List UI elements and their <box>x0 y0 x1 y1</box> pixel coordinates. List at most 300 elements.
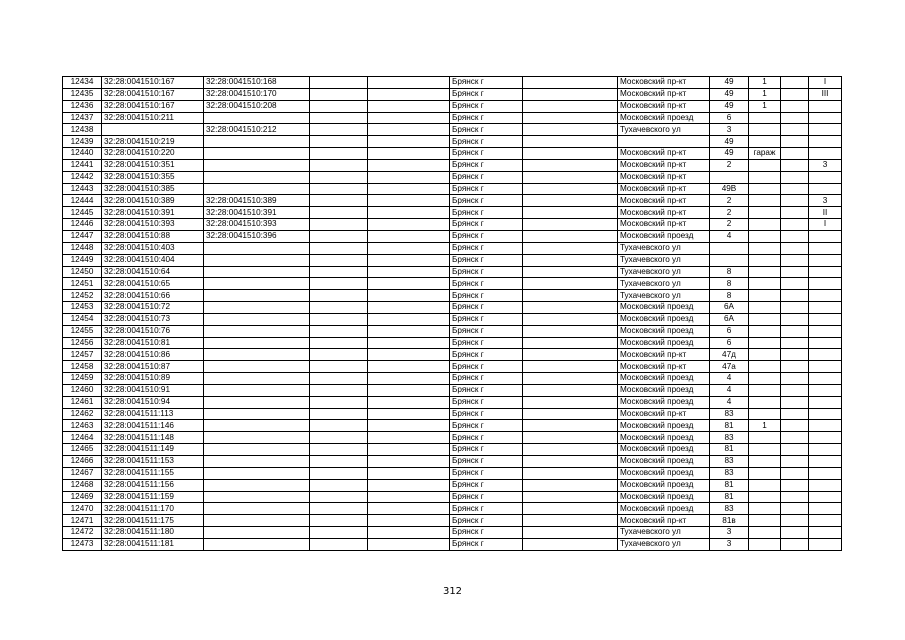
room-cell <box>809 171 842 183</box>
col-5-cell <box>368 219 450 231</box>
col-5-cell <box>368 148 450 160</box>
house-number-cell: 3 <box>710 527 749 539</box>
col-7-cell <box>523 112 618 124</box>
col-7-cell <box>523 479 618 491</box>
col-4-cell <box>310 420 368 432</box>
col-11-cell <box>781 515 809 527</box>
parent-cadastral-number-cell <box>204 373 310 385</box>
table-row <box>63 479 842 491</box>
col-11-cell <box>781 444 809 456</box>
room-cell <box>809 432 842 444</box>
building-cell: 1 <box>749 100 781 112</box>
building-cell <box>749 396 781 408</box>
house-number-cell <box>710 254 749 266</box>
col-4-cell <box>310 254 368 266</box>
house-number-cell: 3 <box>710 124 749 136</box>
cadastral-number-cell: 32:28:0041510:389 <box>102 195 204 207</box>
col-11-cell <box>781 112 809 124</box>
room-cell <box>809 183 842 195</box>
house-number-cell: 4 <box>710 384 749 396</box>
cadastral-number-cell: 32:28:0041510:167 <box>102 100 204 112</box>
col-11-cell <box>781 171 809 183</box>
table-row <box>63 408 842 420</box>
col-11-cell <box>781 408 809 420</box>
col-11-cell <box>781 124 809 136</box>
room-cell <box>809 302 842 314</box>
col-4-cell <box>310 278 368 290</box>
parent-cadastral-number-cell <box>204 337 310 349</box>
building-cell: гараж <box>749 148 781 160</box>
parent-cadastral-number-cell <box>204 302 310 314</box>
table-row <box>63 420 842 432</box>
col-11-cell <box>781 479 809 491</box>
parent-cadastral-number-cell <box>204 148 310 160</box>
table-row <box>63 361 842 373</box>
city-cell: Брянск г <box>450 207 523 219</box>
building-cell <box>749 219 781 231</box>
street-cell: Московский пр-кт <box>618 77 710 89</box>
house-number-cell: 83 <box>710 467 749 479</box>
table-row <box>63 183 842 195</box>
row-number-cell: 12464 <box>63 432 102 444</box>
col-5-cell <box>368 527 450 539</box>
col-7-cell <box>523 538 618 550</box>
parent-cadastral-number-cell <box>204 384 310 396</box>
row-number-cell: 12434 <box>63 77 102 89</box>
row-number-cell: 12457 <box>63 349 102 361</box>
col-5-cell <box>368 420 450 432</box>
row-number-cell: 12467 <box>63 467 102 479</box>
row-number-cell: 12435 <box>63 88 102 100</box>
col-7-cell <box>523 503 618 515</box>
parent-cadastral-number-cell: 32:28:0041510:389 <box>204 195 310 207</box>
col-7-cell <box>523 361 618 373</box>
col-7-cell <box>523 171 618 183</box>
building-cell <box>749 230 781 242</box>
building-cell <box>749 171 781 183</box>
room-cell <box>809 515 842 527</box>
col-11-cell <box>781 456 809 468</box>
col-5-cell <box>368 88 450 100</box>
street-cell: Московский проезд <box>618 302 710 314</box>
col-5-cell <box>368 444 450 456</box>
row-number-cell: 12454 <box>63 313 102 325</box>
cadastral-number-cell: 32:28:0041510:219 <box>102 136 204 148</box>
col-5-cell <box>368 171 450 183</box>
parent-cadastral-number-cell: 32:28:0041510:168 <box>204 77 310 89</box>
table-row <box>63 396 842 408</box>
room-cell: 3 <box>809 159 842 171</box>
row-number-cell: 12439 <box>63 136 102 148</box>
col-11-cell <box>781 337 809 349</box>
city-cell: Брянск г <box>450 278 523 290</box>
col-11-cell <box>781 396 809 408</box>
city-cell: Брянск г <box>450 373 523 385</box>
col-4-cell <box>310 290 368 302</box>
city-cell: Брянск г <box>450 538 523 550</box>
col-5-cell <box>368 313 450 325</box>
col-5-cell <box>368 538 450 550</box>
table-row <box>63 148 842 160</box>
room-cell <box>809 538 842 550</box>
room-cell <box>809 444 842 456</box>
house-number-cell: 83 <box>710 408 749 420</box>
room-cell <box>809 361 842 373</box>
building-cell <box>749 207 781 219</box>
parent-cadastral-number-cell <box>204 432 310 444</box>
room-cell <box>809 278 842 290</box>
col-11-cell <box>781 373 809 385</box>
col-11-cell <box>781 467 809 479</box>
col-4-cell <box>310 503 368 515</box>
col-5-cell <box>368 100 450 112</box>
city-cell: Брянск г <box>450 313 523 325</box>
row-number-cell: 12471 <box>63 515 102 527</box>
house-number-cell: 47д <box>710 349 749 361</box>
parent-cadastral-number-cell: 32:28:0041510:208 <box>204 100 310 112</box>
table-row <box>63 503 842 515</box>
cadastral-number-cell: 32:28:0041510:89 <box>102 373 204 385</box>
parent-cadastral-number-cell: 32:28:0041510:391 <box>204 207 310 219</box>
col-4-cell <box>310 456 368 468</box>
cadastral-number-cell: 32:28:0041511:180 <box>102 527 204 539</box>
cadastral-number-cell: 32:28:0041510:355 <box>102 171 204 183</box>
col-7-cell <box>523 337 618 349</box>
col-4-cell <box>310 100 368 112</box>
house-number-cell: 47а <box>710 361 749 373</box>
cadastral-number-cell: 32:28:0041510:211 <box>102 112 204 124</box>
table-row <box>63 100 842 112</box>
col-11-cell <box>781 527 809 539</box>
col-5-cell <box>368 242 450 254</box>
street-cell: Московский пр-кт <box>618 148 710 160</box>
building-cell <box>749 136 781 148</box>
table-row <box>63 112 842 124</box>
building-cell <box>749 538 781 550</box>
row-number-cell: 12438 <box>63 124 102 136</box>
house-number-cell: 6 <box>710 325 749 337</box>
room-cell: I <box>809 77 842 89</box>
col-5-cell <box>368 290 450 302</box>
house-number-cell: 6 <box>710 337 749 349</box>
cadastral-number-cell: 32:28:0041511:153 <box>102 456 204 468</box>
row-number-cell: 12470 <box>63 503 102 515</box>
col-5-cell <box>368 349 450 361</box>
parent-cadastral-number-cell <box>204 325 310 337</box>
col-7-cell <box>523 88 618 100</box>
city-cell: Брянск г <box>450 219 523 231</box>
row-number-cell: 12455 <box>63 325 102 337</box>
building-cell <box>749 349 781 361</box>
building-cell <box>749 527 781 539</box>
row-number-cell: 12445 <box>63 207 102 219</box>
street-cell: Тухачевского ул <box>618 266 710 278</box>
table-row <box>63 467 842 479</box>
house-number-cell: 2 <box>710 219 749 231</box>
street-cell: Московский проезд <box>618 420 710 432</box>
col-11-cell <box>781 278 809 290</box>
row-number-cell: 12472 <box>63 527 102 539</box>
cadastral-number-cell: 32:28:0041510:72 <box>102 302 204 314</box>
col-11-cell <box>781 77 809 89</box>
col-11-cell <box>781 349 809 361</box>
street-cell: Тухачевского ул <box>618 242 710 254</box>
col-11-cell <box>781 538 809 550</box>
room-cell <box>809 100 842 112</box>
col-11-cell <box>781 361 809 373</box>
room-cell <box>809 136 842 148</box>
col-5-cell <box>368 230 450 242</box>
city-cell: Брянск г <box>450 432 523 444</box>
street-cell: Московский проезд <box>618 112 710 124</box>
col-7-cell <box>523 302 618 314</box>
cadastral-number-cell: 32:28:0041511:159 <box>102 491 204 503</box>
cadastral-number-cell: 32:28:0041510:351 <box>102 159 204 171</box>
col-4-cell <box>310 230 368 242</box>
room-cell: 3 <box>809 195 842 207</box>
parent-cadastral-number-cell <box>204 491 310 503</box>
col-5-cell <box>368 467 450 479</box>
city-cell: Брянск г <box>450 420 523 432</box>
city-cell: Брянск г <box>450 290 523 302</box>
house-number-cell: 49 <box>710 100 749 112</box>
parent-cadastral-number-cell <box>204 361 310 373</box>
building-cell <box>749 456 781 468</box>
building-cell <box>749 195 781 207</box>
col-7-cell <box>523 420 618 432</box>
col-7-cell <box>523 254 618 266</box>
street-cell: Московский проезд <box>618 503 710 515</box>
building-cell <box>749 491 781 503</box>
parent-cadastral-number-cell <box>204 242 310 254</box>
parent-cadastral-number-cell <box>204 278 310 290</box>
col-11-cell <box>781 266 809 278</box>
col-4-cell <box>310 515 368 527</box>
house-number-cell: 49 <box>710 88 749 100</box>
house-number-cell: 83 <box>710 503 749 515</box>
row-number-cell: 12462 <box>63 408 102 420</box>
house-number-cell: 6А <box>710 313 749 325</box>
col-4-cell <box>310 479 368 491</box>
col-11-cell <box>781 491 809 503</box>
col-4-cell <box>310 136 368 148</box>
table-row <box>63 373 842 385</box>
cadastral-number-cell: 32:28:0041510:404 <box>102 254 204 266</box>
table-row <box>63 195 842 207</box>
col-5-cell <box>368 456 450 468</box>
col-5-cell <box>368 207 450 219</box>
row-number-cell: 12443 <box>63 183 102 195</box>
cadastral-number-cell: 32:28:0041511:155 <box>102 467 204 479</box>
row-number-cell: 12448 <box>63 242 102 254</box>
house-number-cell <box>710 171 749 183</box>
row-number-cell: 12473 <box>63 538 102 550</box>
parent-cadastral-number-cell <box>204 349 310 361</box>
parent-cadastral-number-cell <box>204 408 310 420</box>
city-cell: Брянск г <box>450 100 523 112</box>
col-11-cell <box>781 325 809 337</box>
street-cell: Тухачевского ул <box>618 527 710 539</box>
city-cell: Брянск г <box>450 396 523 408</box>
table-row <box>63 290 842 302</box>
row-number-cell: 12451 <box>63 278 102 290</box>
house-number-cell: 81 <box>710 491 749 503</box>
col-4-cell <box>310 242 368 254</box>
house-number-cell: 2 <box>710 195 749 207</box>
city-cell: Брянск г <box>450 124 523 136</box>
street-cell: Московский пр-кт <box>618 349 710 361</box>
city-cell: Брянск г <box>450 491 523 503</box>
table-row <box>63 159 842 171</box>
city-cell: Брянск г <box>450 242 523 254</box>
table-row <box>63 207 842 219</box>
col-7-cell <box>523 313 618 325</box>
room-cell <box>809 479 842 491</box>
row-number-cell: 12441 <box>63 159 102 171</box>
row-number-cell: 12463 <box>63 420 102 432</box>
room-cell <box>809 230 842 242</box>
col-4-cell <box>310 88 368 100</box>
col-4-cell <box>310 396 368 408</box>
table-row <box>63 254 842 266</box>
cadastral-number-cell: 32:28:0041510:88 <box>102 230 204 242</box>
row-number-cell: 12465 <box>63 444 102 456</box>
row-number-cell: 12461 <box>63 396 102 408</box>
cadastral-number-cell: 32:28:0041510:66 <box>102 290 204 302</box>
city-cell: Брянск г <box>450 479 523 491</box>
building-cell <box>749 159 781 171</box>
room-cell <box>809 349 842 361</box>
col-7-cell <box>523 100 618 112</box>
row-number-cell: 12447 <box>63 230 102 242</box>
col-7-cell <box>523 491 618 503</box>
parent-cadastral-number-cell <box>204 527 310 539</box>
house-number-cell: 3 <box>710 538 749 550</box>
city-cell: Брянск г <box>450 384 523 396</box>
cadastral-number-cell: 32:28:0041510:391 <box>102 207 204 219</box>
street-cell: Московский пр-кт <box>618 219 710 231</box>
building-cell <box>749 515 781 527</box>
room-cell <box>809 527 842 539</box>
col-11-cell <box>781 136 809 148</box>
cadastral-number-cell: 32:28:0041510:86 <box>102 349 204 361</box>
col-11-cell <box>781 432 809 444</box>
table-row <box>63 266 842 278</box>
table-row <box>63 302 842 314</box>
house-number-cell: 6А <box>710 302 749 314</box>
house-number-cell: 49 <box>710 148 749 160</box>
building-cell <box>749 112 781 124</box>
col-4-cell <box>310 302 368 314</box>
table-row <box>63 515 842 527</box>
col-5-cell <box>368 479 450 491</box>
city-cell: Брянск г <box>450 515 523 527</box>
room-cell <box>809 148 842 160</box>
col-7-cell <box>523 230 618 242</box>
street-cell: Тухачевского ул <box>618 538 710 550</box>
table-row <box>63 171 842 183</box>
table-row <box>63 527 842 539</box>
street-cell: Тухачевского ул <box>618 290 710 302</box>
city-cell: Брянск г <box>450 254 523 266</box>
city-cell: Брянск г <box>450 325 523 337</box>
street-cell: Московский проезд <box>618 456 710 468</box>
building-cell <box>749 183 781 195</box>
room-cell <box>809 242 842 254</box>
house-number-cell: 81 <box>710 479 749 491</box>
row-number-cell: 12466 <box>63 456 102 468</box>
col-5-cell <box>368 491 450 503</box>
table-row <box>63 88 842 100</box>
col-5-cell <box>368 396 450 408</box>
room-cell: I <box>809 219 842 231</box>
col-5-cell <box>368 183 450 195</box>
col-11-cell <box>781 207 809 219</box>
col-5-cell <box>368 325 450 337</box>
street-cell: Московский пр-кт <box>618 171 710 183</box>
parent-cadastral-number-cell <box>204 112 310 124</box>
building-cell <box>749 242 781 254</box>
parent-cadastral-number-cell <box>204 159 310 171</box>
col-7-cell <box>523 77 618 89</box>
col-7-cell <box>523 278 618 290</box>
street-cell: Московский проезд <box>618 373 710 385</box>
col-7-cell <box>523 467 618 479</box>
col-7-cell <box>523 266 618 278</box>
street-cell: Московский проезд <box>618 313 710 325</box>
col-11-cell <box>781 290 809 302</box>
cadastral-number-cell: 32:28:0041511:146 <box>102 420 204 432</box>
parent-cadastral-number-cell <box>204 456 310 468</box>
city-cell: Брянск г <box>450 77 523 89</box>
row-number-cell: 12456 <box>63 337 102 349</box>
street-cell: Московский пр-кт <box>618 408 710 420</box>
cadastral-number-cell: 32:28:0041510:65 <box>102 278 204 290</box>
room-cell: III <box>809 88 842 100</box>
row-number-cell: 12437 <box>63 112 102 124</box>
street-cell: Московский проезд <box>618 432 710 444</box>
house-number-cell: 2 <box>710 207 749 219</box>
col-4-cell <box>310 361 368 373</box>
room-cell <box>809 420 842 432</box>
room-cell <box>809 325 842 337</box>
table-row <box>63 432 842 444</box>
cadastral-number-cell: 32:28:0041510:91 <box>102 384 204 396</box>
col-5-cell <box>368 136 450 148</box>
col-7-cell <box>523 515 618 527</box>
col-4-cell <box>310 538 368 550</box>
house-number-cell: 8 <box>710 278 749 290</box>
col-5-cell <box>368 77 450 89</box>
col-7-cell <box>523 124 618 136</box>
house-number-cell: 4 <box>710 396 749 408</box>
col-5-cell <box>368 278 450 290</box>
col-7-cell <box>523 195 618 207</box>
parent-cadastral-number-cell <box>204 171 310 183</box>
building-cell <box>749 278 781 290</box>
row-number-cell: 12446 <box>63 219 102 231</box>
col-11-cell <box>781 159 809 171</box>
street-cell: Московский пр-кт <box>618 88 710 100</box>
row-number-cell: 12468 <box>63 479 102 491</box>
col-5-cell <box>368 159 450 171</box>
parent-cadastral-number-cell <box>204 420 310 432</box>
table-row <box>63 538 842 550</box>
col-11-cell <box>781 148 809 160</box>
col-4-cell <box>310 148 368 160</box>
cadastral-number-cell: 32:28:0041511:175 <box>102 515 204 527</box>
building-cell <box>749 124 781 136</box>
